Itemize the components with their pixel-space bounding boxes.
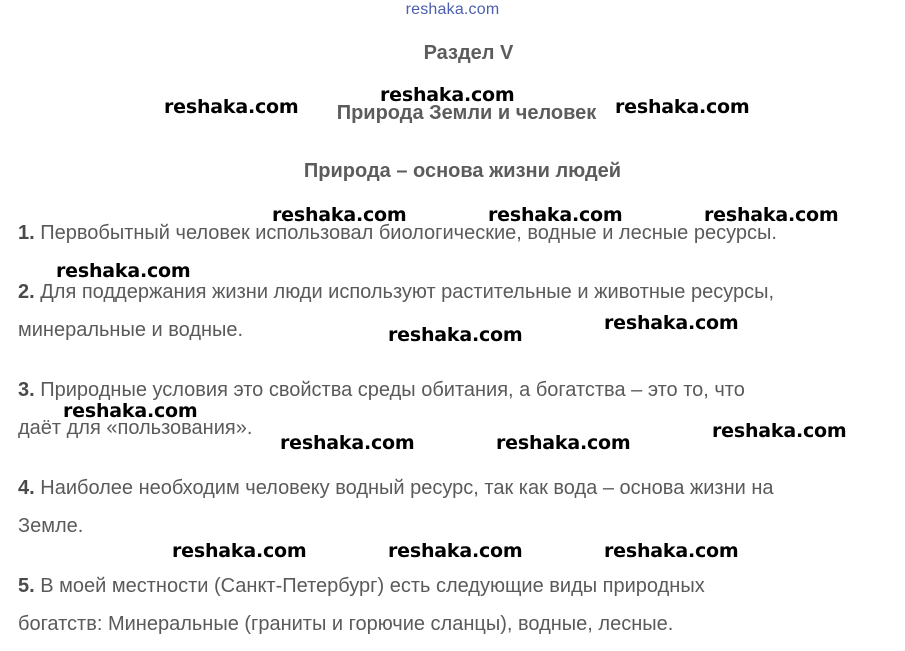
answer-number: 3. (18, 379, 35, 401)
watermark: reshaka.com (604, 540, 739, 562)
answer-4 (18, 469, 898, 545)
answer-5 (18, 567, 898, 643)
answer-line: Земле. (18, 515, 84, 537)
answer-number: 1. (18, 222, 35, 244)
site-link[interactable]: reshaka.com (405, 1, 500, 18)
answer-text: Для поддержания жизни люди используют растительные и животные ресурсы, (40, 281, 775, 303)
watermark: reshaka.com (615, 96, 750, 118)
answer-line (18, 469, 898, 507)
watermark: reshaka.com (712, 420, 847, 442)
watermark: reshaka.com (388, 540, 523, 562)
watermark: reshaka.com (604, 312, 739, 334)
answer-number: 5. (18, 575, 35, 597)
answer-line: минеральные и водные. (18, 319, 244, 341)
answer-number: 4. (18, 477, 35, 499)
watermark: reshaka.com (488, 204, 623, 226)
watermark: reshaka.com (704, 204, 839, 226)
answer-text: В моей местности (Санкт-Петербург) есть следующие виды природных (40, 575, 705, 597)
watermark: reshaka.com (63, 400, 198, 422)
watermark: reshaka.com (172, 540, 307, 562)
answer-line (18, 567, 898, 605)
watermark: reshaka.com (496, 432, 631, 454)
answer-text: Природные условия это свойства среды обитания, а богатства – это то, что (40, 379, 745, 401)
answer-line: даёт для «пользования». (18, 417, 253, 439)
topic-title: Природа Земли и человек (336, 102, 597, 124)
answer-line: богатств: Минеральные (граниты и горючие сланцы), водные, лесные. (18, 613, 674, 635)
watermark: reshaka.com (380, 84, 515, 106)
watermark: reshaka.com (388, 324, 523, 346)
subtopic-title: Природа – основа жизни людей (303, 160, 622, 182)
watermark: reshaka.com (272, 204, 407, 226)
answer-number: 2. (18, 281, 35, 303)
answer-text: Наиболее необходим человеку водный ресурс, так как вода – основа жизни на (40, 477, 774, 499)
watermark: reshaka.com (280, 432, 415, 454)
answer-text: Первобытный человек использовал биологические, водные и лесные ресурсы. (40, 222, 777, 244)
watermark: reshaka.com (164, 96, 299, 118)
section-title: Раздел V (423, 42, 514, 64)
watermark: reshaka.com (56, 260, 191, 282)
